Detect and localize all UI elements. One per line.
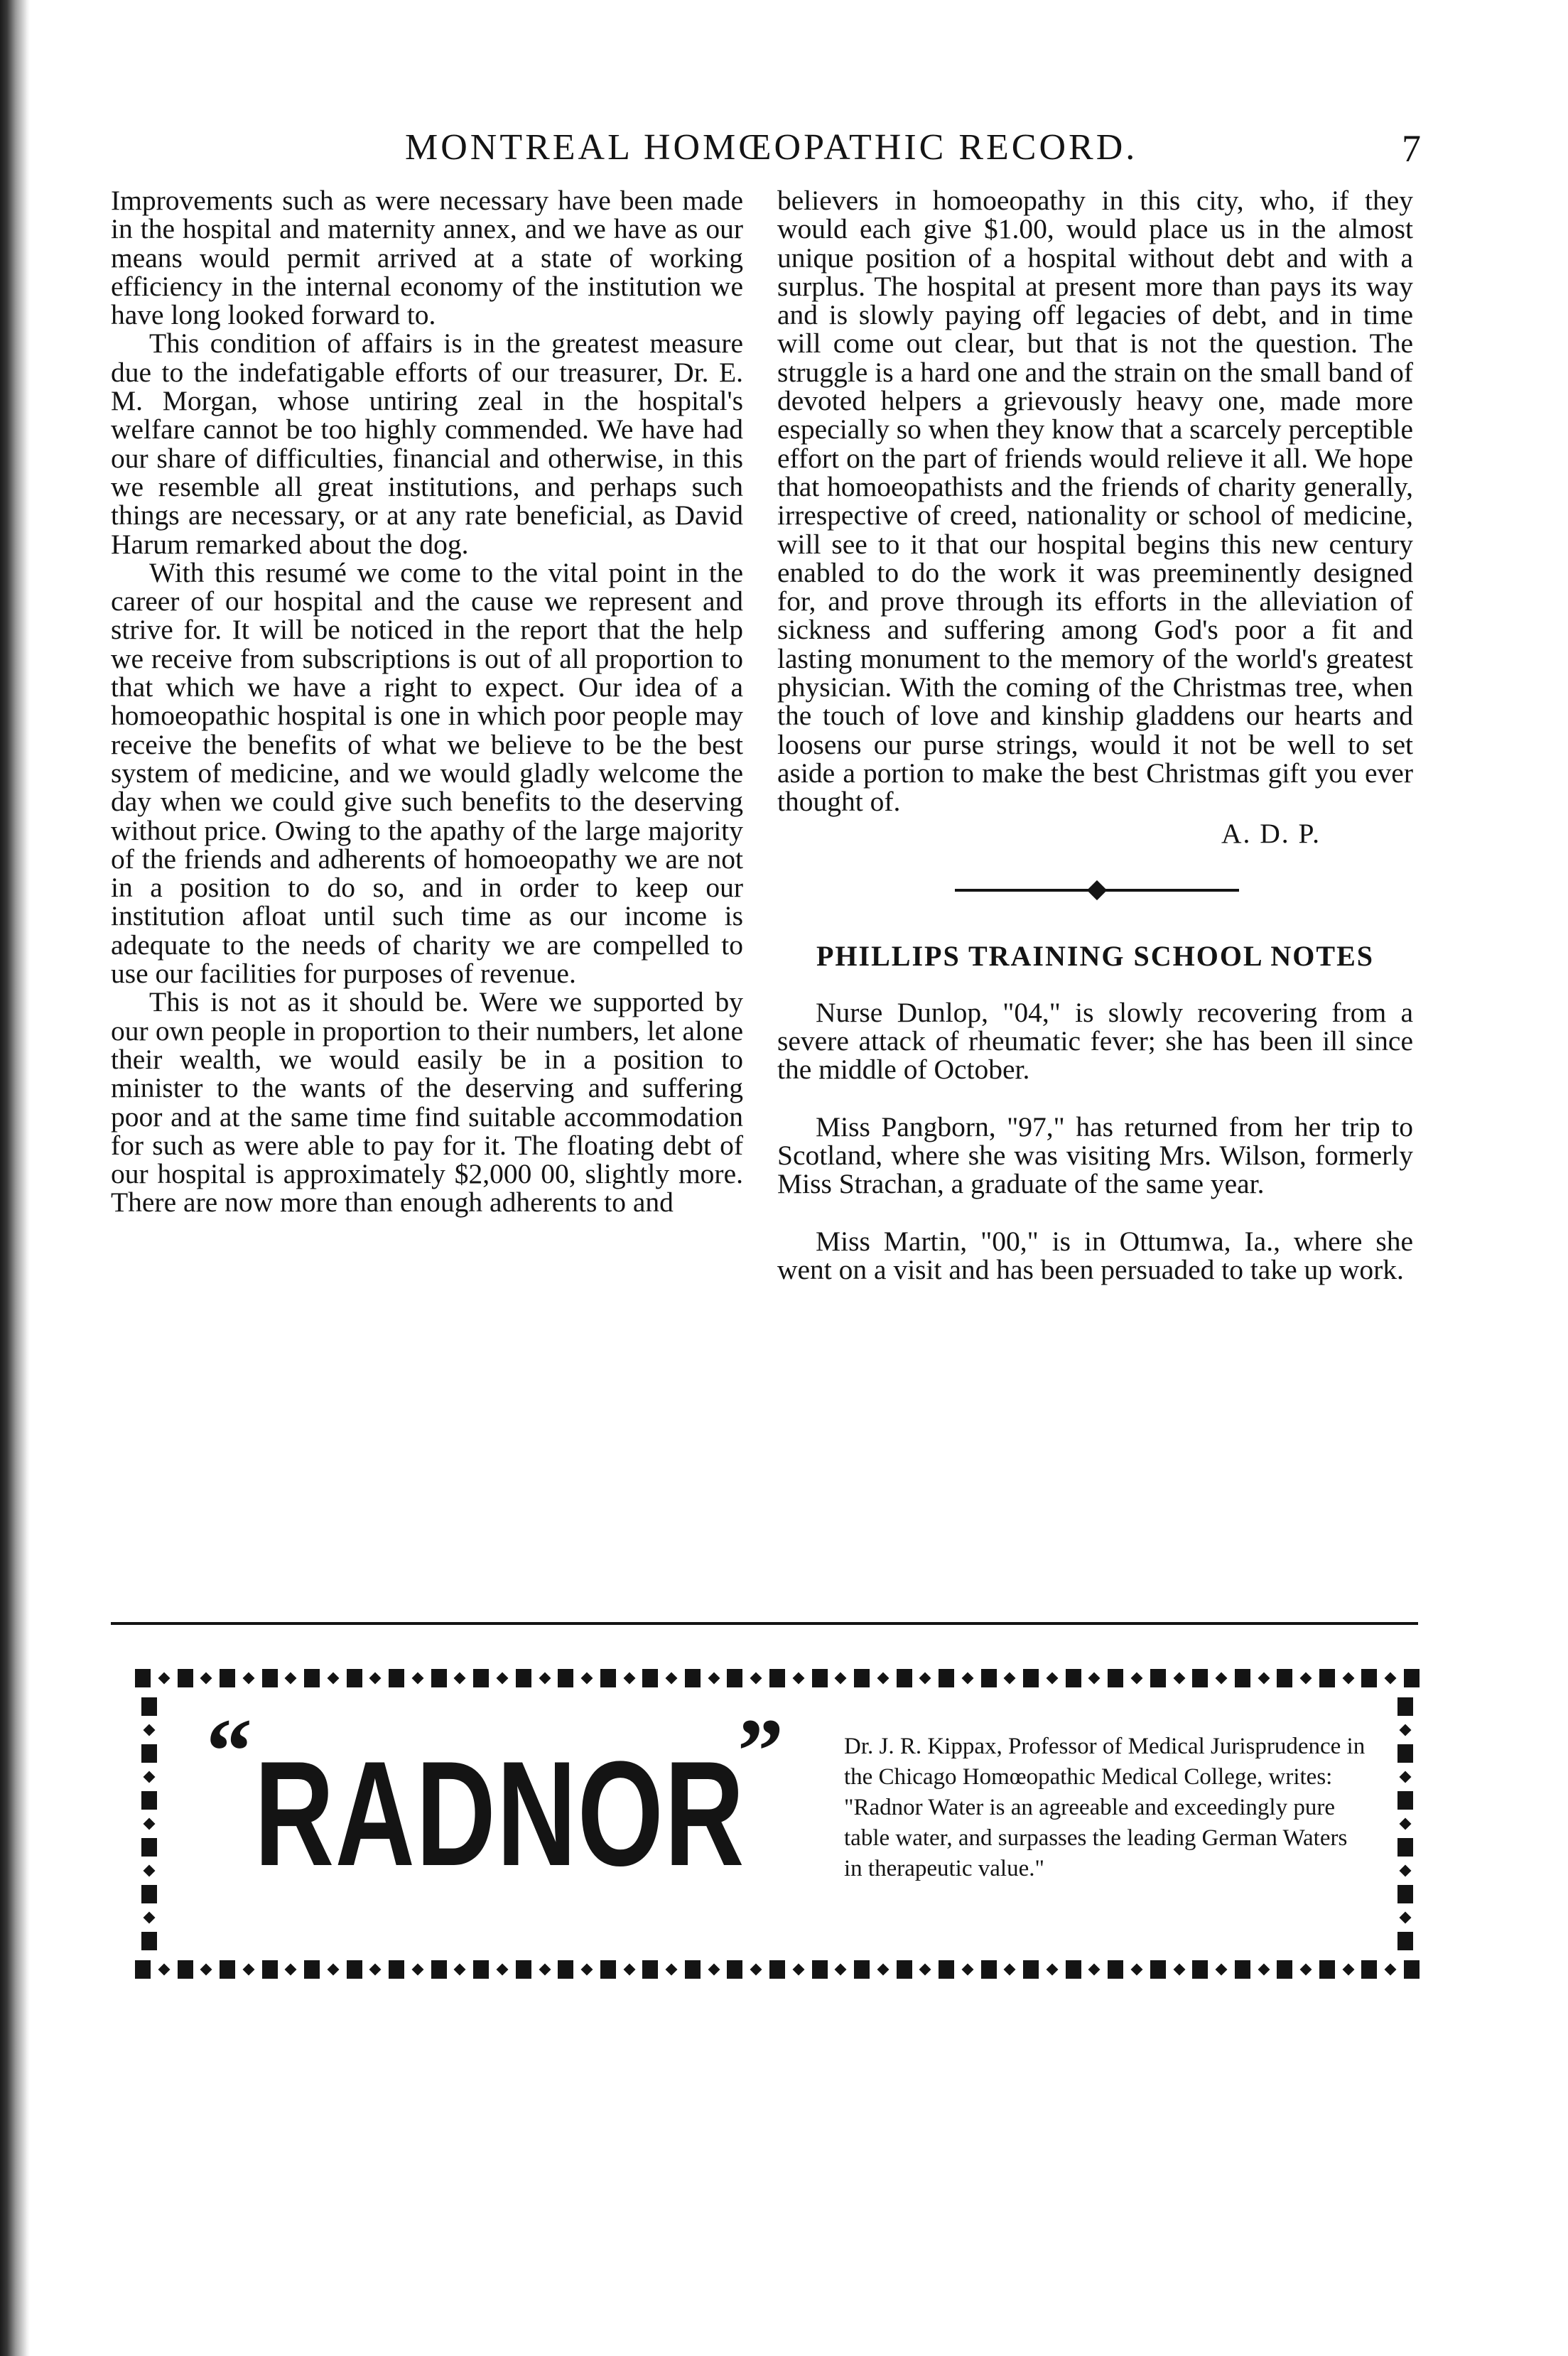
training-school-notes: [777, 939, 1413, 1284]
border-diamond-ornament: [411, 1964, 423, 1976]
border-square-ornament: [178, 1960, 193, 1979]
page-number: 7: [1402, 127, 1421, 170]
border-square-ornament: [558, 1669, 573, 1687]
border-diamond-ornament: [1258, 1964, 1270, 1976]
border-square-ornament: [558, 1960, 573, 1979]
border-square-ornament: [981, 1669, 997, 1687]
article-right-column: [777, 186, 1413, 1312]
border-square-ornament: [685, 1669, 701, 1687]
border-square-ornament: [1066, 1669, 1081, 1687]
border-diamond-ornament: [200, 1673, 212, 1685]
border-diamond-ornament: [200, 1964, 212, 1976]
border-diamond-ornament: [1088, 1964, 1101, 1976]
border-diamond-ornament: [1004, 1964, 1016, 1976]
border-diamond-ornament: [158, 1673, 170, 1685]
border-diamond-ornament: [1088, 1673, 1101, 1685]
border-square-ornament: [141, 1932, 157, 1950]
article-paragraph: This is not as it should be. Were we supported by our own people in proportion to their numbers, let alone their wealth, we would easily be in a position to minister to the wants of the deserving and suffering poor and at the same time find suitable accommodation for such as were able to pay for it. The floating debt of our hospital is approximately $2,000 00, slightly more. There are now more than enough adherents to and: [111, 986, 743, 1218]
border-diamond-ornament: [1400, 1865, 1412, 1877]
border-square-ornament: [812, 1669, 828, 1687]
border-square-ornament: [1404, 1960, 1420, 1979]
border-square-ornament: [135, 1960, 151, 1979]
border-square-ornament: [516, 1960, 531, 1979]
border-square-ornament: [939, 1960, 954, 1979]
border-square-ornament: [1397, 1838, 1413, 1857]
border-diamond-ornament: [1300, 1964, 1312, 1976]
border-square-ornament: [1235, 1669, 1250, 1687]
border-square-ornament: [431, 1669, 447, 1687]
border-diamond-ornament: [1216, 1964, 1228, 1976]
border-square-ornament: [642, 1960, 658, 1979]
border-diamond-ornament: [877, 1964, 889, 1976]
border-diamond-ornament: [581, 1673, 593, 1685]
article-paragraph: This condition of affairs is in the greatest measure due to the indefatigable efforts of our treasurer, Dr. E. M. Morgan, whose untiring zeal in the hospital's welfare cannot be too highly commended. We have had our share of difficulties, financial and otherwise, in this we resemble all great institutions, and perhaps such things are necessary, or at any rate beneficial, as David Harum remarked about the dog.: [111, 328, 743, 560]
border-diamond-ornament: [242, 1673, 254, 1685]
border-diamond-ornament: [961, 1673, 973, 1685]
border-square-ornament: [1108, 1669, 1123, 1687]
brand-name: RADNOR: [254, 1730, 745, 1897]
border-square-ornament: [141, 1744, 157, 1763]
border-diamond-ornament: [144, 1724, 156, 1736]
border-square-ornament: [1192, 1960, 1208, 1979]
border-diamond-ornament: [1400, 1771, 1412, 1783]
border-diamond-ornament: [708, 1964, 720, 1976]
border-diamond-ornament: [539, 1964, 551, 1976]
border-diamond-ornament: [792, 1964, 804, 1976]
border-diamond-ornament: [539, 1673, 551, 1685]
ornamental-border-right: [1391, 1692, 1420, 1955]
border-square-ornament: [1108, 1960, 1123, 1979]
border-square-ornament: [220, 1960, 235, 1979]
border-square-ornament: [600, 1669, 616, 1687]
border-square-ornament: [1192, 1669, 1208, 1687]
border-diamond-ornament: [750, 1964, 762, 1976]
border-diamond-ornament: [144, 1771, 156, 1783]
border-square-ornament: [389, 1669, 404, 1687]
border-diamond-ornament: [144, 1865, 156, 1877]
border-diamond-ornament: [708, 1673, 720, 1685]
border-square-ornament: [262, 1960, 278, 1979]
border-diamond-ornament: [1300, 1673, 1312, 1685]
border-square-ornament: [304, 1669, 320, 1687]
border-square-ornament: [141, 1885, 157, 1903]
border-square-ornament: [1277, 1669, 1292, 1687]
border-diamond-ornament: [1004, 1673, 1016, 1685]
border-diamond-ornament: [454, 1964, 466, 1976]
border-diamond-ornament: [144, 1818, 156, 1830]
border-square-ornament: [431, 1960, 447, 1979]
border-square-ornament: [939, 1669, 954, 1687]
running-title: MONTREAL HOMŒOPATHIC RECORD.: [405, 127, 1138, 168]
border-square-ornament: [1361, 1960, 1377, 1979]
border-square-ornament: [178, 1669, 193, 1687]
border-diamond-ornament: [158, 1964, 170, 1976]
border-diamond-ornament: [666, 1673, 678, 1685]
closing-quote: ”: [737, 1700, 784, 1803]
horizontal-rule: [111, 1622, 1418, 1625]
border-square-ornament: [1397, 1744, 1413, 1763]
scan-edge: [0, 0, 30, 2356]
border-diamond-ornament: [919, 1964, 931, 1976]
border-diamond-ornament: [792, 1673, 804, 1685]
border-square-ornament: [1397, 1791, 1413, 1810]
border-square-ornament: [1235, 1960, 1250, 1979]
border-diamond-ornament: [919, 1673, 931, 1685]
author-signature: A. D. P.: [1221, 817, 1321, 849]
border-diamond-ornament: [750, 1673, 762, 1685]
border-square-ornament: [600, 1960, 616, 1979]
ornamental-border-left: [135, 1692, 163, 1955]
border-diamond-ornament: [242, 1964, 254, 1976]
border-diamond-ornament: [327, 1673, 339, 1685]
border-square-ornament: [727, 1669, 742, 1687]
border-square-ornament: [1023, 1669, 1039, 1687]
border-diamond-ornament: [1385, 1673, 1397, 1685]
border-diamond-ornament: [1046, 1673, 1058, 1685]
article-paragraph: With this resumé we come to the vital point in the career of our hospital and the cause we represent and strive for. It will be noticed in the report that the help we receive from subscriptions is out of all proportion to that which we have a right to expect. Our idea of a homoeopathic hospital is one in which poor people may receive the benefits of what we believe to be the best system of medicine, and we would gladly welcome the day when we could give such benefits to the deserving without price. Owing to the apathy of the large majority of the friends and adherents of homoeopathy we are not in a position to do so, and in order to keep our institution afloat until such time as our income is adequate to the needs of charity we are compelled to use our facilities for purposes of revenue.: [111, 556, 743, 990]
border-diamond-ornament: [1216, 1673, 1228, 1685]
border-diamond-ornament: [497, 1964, 509, 1976]
border-square-ornament: [685, 1960, 701, 1979]
border-square-ornament: [812, 1960, 828, 1979]
border-diamond-ornament: [369, 1673, 382, 1685]
border-square-ornament: [347, 1960, 362, 1979]
border-square-ornament: [262, 1669, 278, 1687]
border-diamond-ornament: [1342, 1964, 1354, 1976]
border-diamond-ornament: [411, 1673, 423, 1685]
border-square-ornament: [897, 1669, 912, 1687]
border-diamond-ornament: [961, 1964, 973, 1976]
border-square-ornament: [220, 1669, 235, 1687]
border-diamond-ornament: [1258, 1673, 1270, 1685]
border-square-ornament: [1319, 1669, 1335, 1687]
border-diamond-ornament: [623, 1673, 635, 1685]
border-diamond-ornament: [1400, 1724, 1412, 1736]
border-diamond-ornament: [285, 1673, 297, 1685]
ornamental-border-bottom: [135, 1955, 1420, 1984]
border-square-ornament: [1277, 1960, 1292, 1979]
article-left-column: [111, 186, 743, 1217]
border-square-ornament: [854, 1669, 870, 1687]
border-diamond-ornament: [835, 1964, 847, 1976]
border-diamond-ornament: [1173, 1964, 1185, 1976]
border-diamond-ornament: [1046, 1964, 1058, 1976]
border-diamond-ornament: [835, 1673, 847, 1685]
border-diamond-ornament: [877, 1673, 889, 1685]
border-square-ornament: [1066, 1960, 1081, 1979]
border-diamond-ornament: [1130, 1673, 1142, 1685]
border-diamond-ornament: [1130, 1964, 1142, 1976]
border-square-ornament: [141, 1838, 157, 1857]
border-square-ornament: [897, 1960, 912, 1979]
border-square-ornament: [1397, 1697, 1413, 1716]
border-square-ornament: [1023, 1960, 1039, 1979]
border-diamond-ornament: [454, 1673, 466, 1685]
border-diamond-ornament: [285, 1964, 297, 1976]
border-square-ornament: [141, 1791, 157, 1810]
border-square-ornament: [1404, 1669, 1420, 1687]
testimonial-text: Dr. J. R. Kippax, Professor of Medical Jurisprudence in the Chicago Homœopathic Medical College, writes: "Radnor Water is an agreeable and exceedingly pure table water, and surpasses the leading German Waters in therapeutic value.": [844, 1734, 1366, 1881]
border-diamond-ornament: [497, 1673, 509, 1685]
border-square-ornament: [516, 1669, 531, 1687]
section-divider: [777, 873, 1413, 907]
border-diamond-ornament: [1173, 1673, 1185, 1685]
border-square-ornament: [854, 1960, 870, 1979]
border-square-ornament: [304, 1960, 320, 1979]
article-paragraph: Improvements such as were necessary have been made in the hospital and maternity annex, and we have as our means would permit arrived at a state of working efficiency in the internal economy of the institution we have long looked forward to.: [111, 185, 743, 331]
border-diamond-ornament: [666, 1964, 678, 1976]
border-square-ornament: [473, 1669, 489, 1687]
border-square-ornament: [141, 1697, 157, 1716]
border-square-ornament: [981, 1960, 997, 1979]
border-square-ornament: [1397, 1932, 1413, 1950]
border-square-ornament: [642, 1669, 658, 1687]
border-diamond-ornament: [1400, 1818, 1412, 1830]
article-paragraph: believers in homoeopathy in this city, who, if they would each give $1.00, would place us in the almost unique position of a hospital without debt and with a surplus. The hospital at present more than pays its way and is slowly paying off legacies of debt, and in time will come out clear, but that is not the question. The struggle is a hard one and the strain on the small band of devoted helpers a grievously heavy one, made more especially so when they know that a scarcely perceptible effort on the part of friends would relieve it all. We hope that homoeopathists and the friends of charity generally, irrespective of creed, nationality or school of medicine, will see to it that our hospital begins this new century enabled to do the work it was preeminently designed for, and prove through its efforts in the alleviation of sickness and suffering among God's poor a fit and lasting monument to the memory of the world's greatest physician. With the coming of the Christmas tree, when the touch of love and kinship gladdens our hearts and loosens our purse strings, would it not be well to set aside a portion to make the best Christmas gift you ever thought of.: [777, 185, 1413, 818]
border-diamond-ornament: [581, 1964, 593, 1976]
border-square-ornament: [135, 1669, 151, 1687]
border-diamond-ornament: [1400, 1912, 1412, 1924]
radnor-advertisement: [135, 1664, 1420, 1984]
border-diamond-ornament: [623, 1964, 635, 1976]
border-square-ornament: [727, 1960, 742, 1979]
radnor-wordmark: [169, 1688, 801, 1958]
divider-ornament: [1087, 880, 1107, 900]
border-square-ornament: [1361, 1669, 1377, 1687]
note-item: Miss Martin, "00," is in Ottumwa, Ia., where she went on a visit and has been persuaded to take up work.: [777, 1225, 1413, 1285]
border-diamond-ornament: [327, 1964, 339, 1976]
border-square-ornament: [473, 1960, 489, 1979]
note-item: Nurse Dunlop, "04," is slowly recovering from a severe attack of rheumatic fever; she has been ill since the middle of October.: [777, 996, 1413, 1086]
border-square-ornament: [347, 1669, 362, 1687]
border-square-ornament: [1397, 1885, 1413, 1903]
border-square-ornament: [769, 1960, 785, 1979]
note-item: Miss Pangborn, "97," has returned from her trip to Scotland, where she was visiting Mrs. Wilson, formerly Miss Strachan, a graduate of the same year.: [777, 1111, 1413, 1200]
border-square-ornament: [1319, 1960, 1335, 1979]
running-head: [107, 126, 1421, 183]
opening-quote: “: [206, 1700, 252, 1803]
border-square-ornament: [1150, 1669, 1166, 1687]
border-diamond-ornament: [144, 1912, 156, 1924]
border-diamond-ornament: [369, 1964, 382, 1976]
border-square-ornament: [1150, 1960, 1166, 1979]
border-square-ornament: [769, 1669, 785, 1687]
border-square-ornament: [389, 1960, 404, 1979]
border-diamond-ornament: [1342, 1673, 1354, 1685]
section-heading: PHILLIPS TRAINING SCHOOL NOTES: [816, 939, 1375, 972]
border-diamond-ornament: [1385, 1964, 1397, 1976]
